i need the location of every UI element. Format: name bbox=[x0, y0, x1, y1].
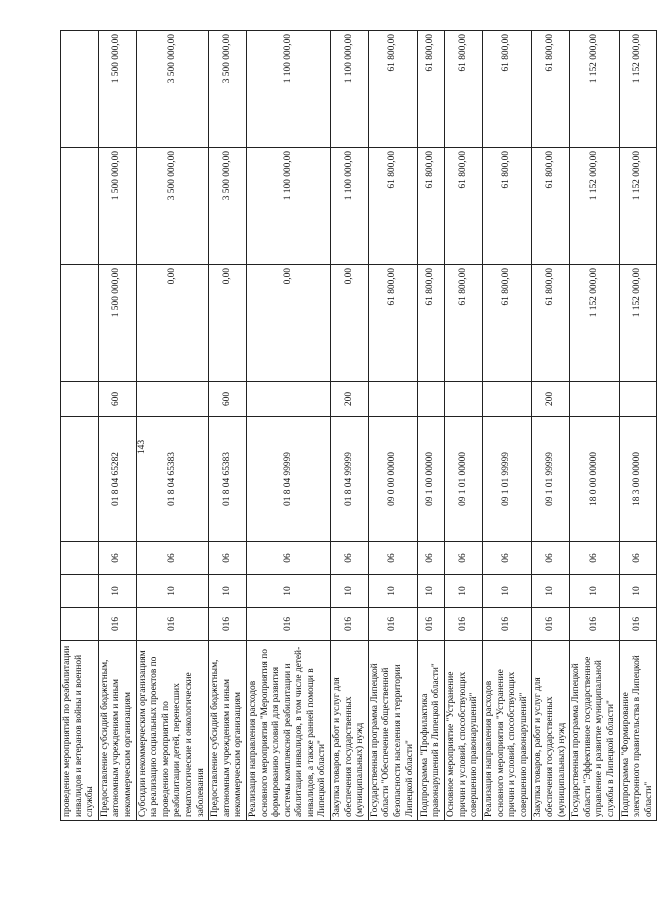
cell-ministry: 016 bbox=[331, 608, 369, 641]
cell-v3 bbox=[61, 31, 99, 148]
cell-kind bbox=[483, 382, 532, 417]
cell-name: Предоставление субсидий бюджетным, автономным учреждениям и иным некоммерческим организациям bbox=[98, 641, 136, 821]
cell-v1: 1 152 000,00 bbox=[570, 265, 619, 382]
cell-v3: 61 800,00 bbox=[483, 31, 532, 148]
cell-target: 01 8 04 65383 bbox=[136, 417, 209, 542]
table-row bbox=[445, 31, 483, 821]
cell-name: Подпрограмма "Профилактика правонарушений в Липецкой области" bbox=[418, 641, 445, 821]
cell-v1: 0,00 bbox=[331, 265, 369, 382]
budget-table bbox=[60, 30, 657, 821]
cell-ministry: 016 bbox=[136, 608, 209, 641]
cell-subsection: 06 bbox=[532, 542, 570, 575]
cell-section: 10 bbox=[98, 575, 136, 608]
table-row bbox=[368, 31, 417, 821]
cell-ministry: 016 bbox=[98, 608, 136, 641]
cell-ministry: 016 bbox=[368, 608, 417, 641]
cell-subsection: 06 bbox=[136, 542, 209, 575]
cell-target bbox=[61, 417, 99, 542]
cell-subsection: 06 bbox=[209, 542, 247, 575]
cell-kind bbox=[246, 382, 330, 417]
cell-kind: 200 bbox=[532, 382, 570, 417]
cell-v3: 61 800,00 bbox=[532, 31, 570, 148]
cell-target: 01 8 04 99999 bbox=[331, 417, 369, 542]
budget-table-rotated bbox=[60, 31, 654, 821]
cell-v1 bbox=[61, 265, 99, 382]
cell-v1: 61 800,00 bbox=[418, 265, 445, 382]
table-row bbox=[246, 31, 330, 821]
cell-section bbox=[61, 575, 99, 608]
cell-v1: 0,00 bbox=[246, 265, 330, 382]
cell-ministry: 016 bbox=[209, 608, 247, 641]
cell-ministry: 016 bbox=[483, 608, 532, 641]
cell-v2: 3 500 000,00 bbox=[209, 148, 247, 265]
cell-v1: 61 800,00 bbox=[445, 265, 483, 382]
table-row bbox=[570, 31, 619, 821]
cell-name: Закупка товаров, работ и услуг для обеспечения государственных (муниципальных) нужд bbox=[331, 641, 369, 821]
cell-target: 01 8 04 99999 bbox=[246, 417, 330, 542]
cell-name: Реализация направления расходов основного мероприятия "Мероприятия по формированию условий для развития системы комплексной реабилитации и абилитации инвалидов, в том числе детей-инвалидов, а также ранней помощи в Липецкой области" bbox=[246, 641, 330, 821]
table-row bbox=[532, 31, 570, 821]
cell-ministry: 016 bbox=[445, 608, 483, 641]
table-body bbox=[61, 31, 657, 821]
cell-v1: 61 800,00 bbox=[368, 265, 417, 382]
cell-section: 10 bbox=[445, 575, 483, 608]
cell-kind bbox=[368, 382, 417, 417]
cell-ministry: 016 bbox=[532, 608, 570, 641]
cell-section: 10 bbox=[532, 575, 570, 608]
cell-section: 10 bbox=[136, 575, 209, 608]
table-row bbox=[61, 31, 99, 821]
cell-name: Предоставление субсидий бюджетным, автономным учреждениям и иным некоммерческим организациям bbox=[209, 641, 247, 821]
cell-v2: 61 800,00 bbox=[418, 148, 445, 265]
cell-target: 01 8 04 65282 bbox=[98, 417, 136, 542]
cell-name: Закупка товаров, работ и услуг для обеспечения государственных (муниципальных) нужд bbox=[532, 641, 570, 821]
cell-ministry: 016 bbox=[570, 608, 619, 641]
cell-name: проведение мероприятий по реабилитации инвалидов и ветеранов войны и военной службы bbox=[61, 641, 99, 821]
cell-section: 10 bbox=[331, 575, 369, 608]
cell-v2: 3 500 000,00 bbox=[136, 148, 209, 265]
cell-target: 18 0 00 00000 bbox=[570, 417, 619, 542]
cell-ministry: 016 bbox=[418, 608, 445, 641]
cell-name: Субсидии некоммерческим организациям на реализацию социальных проектов по проведению мероприятий по реабилитации детей, перенесших гематологические и онкологические заболевания bbox=[136, 641, 209, 821]
cell-kind bbox=[418, 382, 445, 417]
table-row bbox=[331, 31, 369, 821]
cell-section: 10 bbox=[418, 575, 445, 608]
cell-section: 10 bbox=[570, 575, 619, 608]
cell-name: Основное мероприятие "Устранение причин и условий, способствующих совершению правонарушений" bbox=[445, 641, 483, 821]
page-number: 143 bbox=[137, 439, 147, 455]
cell-ministry bbox=[61, 608, 99, 641]
cell-v3: 61 800,00 bbox=[445, 31, 483, 148]
cell-name: Реализация направления расходов основного мероприятия "Устранение причин и условий, способствующих совершению правонарушений" bbox=[483, 641, 532, 821]
cell-v2: 1 100 000,00 bbox=[331, 148, 369, 265]
cell-target: 09 1 01 99999 bbox=[483, 417, 532, 542]
cell-v3: 3 500 000,00 bbox=[209, 31, 247, 148]
cell-subsection: 06 bbox=[368, 542, 417, 575]
table-row bbox=[483, 31, 532, 821]
cell-v3: 3 500 000,00 bbox=[136, 31, 209, 148]
cell-v2: 1 500 000,00 bbox=[98, 148, 136, 265]
cell-v3: 1 500 000,00 bbox=[98, 31, 136, 148]
cell-section: 10 bbox=[368, 575, 417, 608]
cell-subsection: 06 bbox=[483, 542, 532, 575]
cell-v2 bbox=[61, 148, 99, 265]
cell-kind bbox=[136, 382, 209, 417]
cell-subsection bbox=[61, 542, 99, 575]
cell-name: Государственная программа Липецкой области "Обеспечение общественной безопасности населения и территории Липецкой области" bbox=[368, 641, 417, 821]
cell-kind: 600 bbox=[209, 382, 247, 417]
cell-section: 10 bbox=[483, 575, 532, 608]
cell-name: Государственная программа Липецкой области "Эффективное государственное управление и развитие муниципальной службы в Липецкой области" bbox=[570, 641, 619, 821]
table-row bbox=[418, 31, 445, 821]
cell-v2: 61 800,00 bbox=[445, 148, 483, 265]
cell-kind bbox=[445, 382, 483, 417]
cell-v1: 0,00 bbox=[209, 265, 247, 382]
cell-v2: 1 152 000,00 bbox=[570, 148, 619, 265]
cell-section: 10 bbox=[619, 575, 657, 608]
cell-v2: 1 100 000,00 bbox=[246, 148, 330, 265]
cell-kind bbox=[619, 382, 657, 417]
cell-kind bbox=[61, 382, 99, 417]
cell-kind: 200 bbox=[331, 382, 369, 417]
cell-v3: 1 152 000,00 bbox=[570, 31, 619, 148]
cell-ministry: 016 bbox=[619, 608, 657, 641]
cell-target: 09 1 00 00000 bbox=[418, 417, 445, 542]
cell-v1: 61 800,00 bbox=[483, 265, 532, 382]
cell-v2: 1 152 000,00 bbox=[619, 148, 657, 265]
cell-target: 01 8 04 65383 bbox=[209, 417, 247, 542]
table-row bbox=[209, 31, 247, 821]
cell-v1: 0,00 bbox=[136, 265, 209, 382]
cell-v2: 61 800,00 bbox=[368, 148, 417, 265]
cell-ministry: 016 bbox=[246, 608, 330, 641]
table-row bbox=[98, 31, 136, 821]
cell-v2: 61 800,00 bbox=[483, 148, 532, 265]
cell-subsection: 06 bbox=[445, 542, 483, 575]
cell-v3: 61 800,00 bbox=[418, 31, 445, 148]
cell-v3: 1 100 000,00 bbox=[331, 31, 369, 148]
cell-target: 09 1 01 00000 bbox=[445, 417, 483, 542]
table-row bbox=[619, 31, 657, 821]
cell-v3: 1 100 000,00 bbox=[246, 31, 330, 148]
cell-target: 09 1 01 99999 bbox=[532, 417, 570, 542]
cell-target: 18 3 00 00000 bbox=[619, 417, 657, 542]
cell-subsection: 06 bbox=[619, 542, 657, 575]
cell-subsection: 06 bbox=[418, 542, 445, 575]
cell-kind: 600 bbox=[98, 382, 136, 417]
cell-subsection: 06 bbox=[331, 542, 369, 575]
cell-subsection: 06 bbox=[246, 542, 330, 575]
cell-v3: 1 152 000,00 bbox=[619, 31, 657, 148]
cell-kind bbox=[570, 382, 619, 417]
cell-v1: 1 500 000,00 bbox=[98, 265, 136, 382]
cell-v1: 1 152 000,00 bbox=[619, 265, 657, 382]
cell-v1: 61 800,00 bbox=[532, 265, 570, 382]
cell-subsection: 06 bbox=[570, 542, 619, 575]
cell-v2: 61 800,00 bbox=[532, 148, 570, 265]
cell-section: 10 bbox=[246, 575, 330, 608]
cell-subsection: 06 bbox=[98, 542, 136, 575]
cell-target: 09 0 00 00000 bbox=[368, 417, 417, 542]
cell-v3: 61 800,00 bbox=[368, 31, 417, 148]
cell-name: Подпрограмма "Формирование электронного правительства в Липецкой области" bbox=[619, 641, 657, 821]
table-row bbox=[136, 31, 209, 821]
cell-section: 10 bbox=[209, 575, 247, 608]
